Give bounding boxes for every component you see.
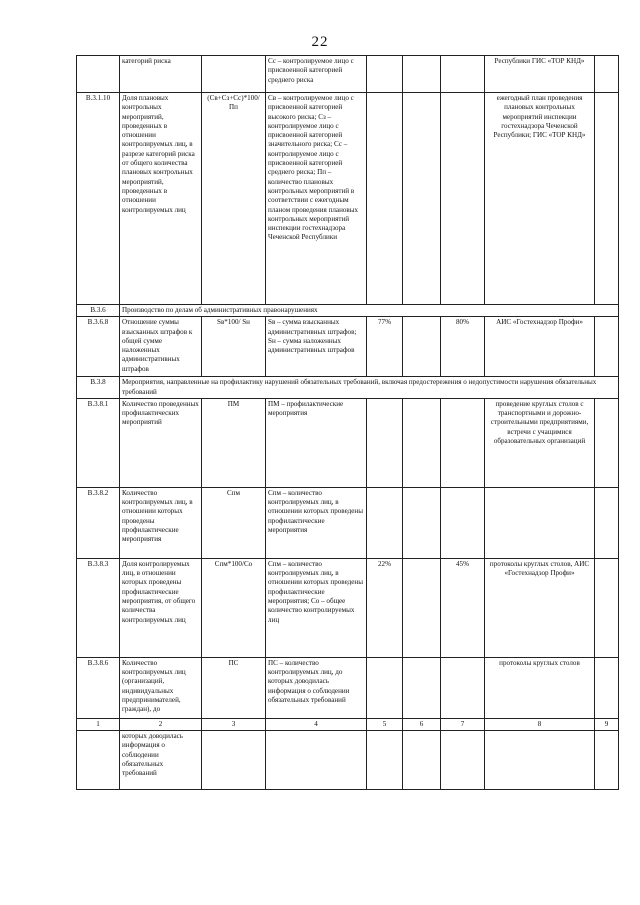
target-value — [441, 398, 485, 487]
indicators-table — [76, 55, 619, 790]
data-source — [485, 731, 595, 790]
column-number: 6 — [403, 718, 441, 730]
table-row — [77, 558, 619, 657]
indicator-description — [266, 731, 367, 790]
table-row — [77, 487, 619, 558]
indicator-formula: Спм — [202, 487, 266, 558]
base-value — [367, 93, 403, 305]
section-row — [77, 305, 619, 317]
column-number: 3 — [202, 718, 266, 730]
target-value: 45% — [441, 558, 485, 657]
interim-value — [403, 657, 441, 718]
interim-value — [403, 56, 441, 93]
indicator-code — [77, 731, 120, 790]
column-number: 4 — [266, 718, 367, 730]
base-value — [367, 657, 403, 718]
base-value: 77% — [367, 317, 403, 377]
indicator-code: В.3.6.8 — [77, 317, 120, 377]
indicator-description: ПС – количество контролируемых лиц, до которых доводилась информация о соблюдении обязательных требований — [266, 657, 367, 718]
interim-value — [403, 317, 441, 377]
table-row — [77, 398, 619, 487]
column-number: 7 — [441, 718, 485, 730]
interim-value — [403, 93, 441, 305]
target-value — [441, 487, 485, 558]
indicator-name: которых доводилась информация о соблюдении обязательных требований — [120, 731, 202, 790]
target-value — [441, 657, 485, 718]
target-value: 80% — [441, 317, 485, 377]
section-title: Производство по делам об административных правонарушениях — [120, 305, 619, 317]
interim-value — [403, 487, 441, 558]
data-source: Республики ГИС «ТОР КНД» — [485, 56, 595, 93]
note-cell — [595, 93, 619, 305]
data-source: ежегодный план проведения плановых контрольных мероприятий инспекции гостехнадзора Чеченской Республики; ГИС «ТОР КНД» — [485, 93, 595, 305]
base-value: 22% — [367, 558, 403, 657]
indicator-description: ПМ – профилактические мероприятия — [266, 398, 367, 487]
section-code: В.3.6 — [77, 305, 120, 317]
indicator-description: Сс – контролируемое лицо с присвоенной категорией среднего риска — [266, 56, 367, 93]
indicator-description: Спм – количество контролируемых лиц, в отношении которых проведены профилактические мероприятия — [266, 487, 367, 558]
target-value — [441, 731, 485, 790]
indicator-formula: ПС — [202, 657, 266, 718]
indicator-name: Доля контролируемых лиц, в отношении которых проведены профилактические мероприятия, от общего количества контролируемых лиц — [120, 558, 202, 657]
note-cell — [595, 657, 619, 718]
column-number: 5 — [367, 718, 403, 730]
base-value — [367, 731, 403, 790]
column-number: 9 — [595, 718, 619, 730]
indicator-formula: Спм*100/Со — [202, 558, 266, 657]
indicator-code: В.3.8.3 — [77, 558, 120, 657]
indicator-name: категорий риска — [120, 56, 202, 93]
note-cell — [595, 317, 619, 377]
indicator-name: Количество контролируемых лиц, в отношении которых проведены профилактические мероприятия — [120, 487, 202, 558]
indicator-name: Количество контролируемых лиц (организаций, индивидуальных предпринимателей, граждан), до — [120, 657, 202, 718]
base-value — [367, 487, 403, 558]
section-title: Мероприятия, направленные на профилактику нарушений обязательных требований, включая предостережения о недопустимости нарушения обязательных требований — [120, 377, 619, 399]
data-source: протоколы круглых столов — [485, 657, 595, 718]
continuation-row — [77, 731, 619, 790]
data-source: АИС «Гостехнадзор Профи» — [485, 317, 595, 377]
indicator-description: Sв – сумма взысканных административных штрафов; Sн – сумма наложенных административных штрафов — [266, 317, 367, 377]
indicator-code — [77, 56, 120, 93]
column-number: 2 — [120, 718, 202, 730]
indicator-code: В.3.1.10 — [77, 93, 120, 305]
note-cell — [595, 731, 619, 790]
data-source — [485, 487, 595, 558]
indicator-name: Отношение суммы взысканных штрафов к общей сумме наложенных административных штрафов — [120, 317, 202, 377]
indicator-code: В.3.8.2 — [77, 487, 120, 558]
note-cell — [595, 398, 619, 487]
base-value — [367, 398, 403, 487]
interim-value — [403, 558, 441, 657]
data-source: проведение круглых столов с транспортными и дорожно-строительными предприятиями, встречи с учащимися образовательных организаций — [485, 398, 595, 487]
column-number: 1 — [77, 718, 120, 730]
note-cell — [595, 487, 619, 558]
note-cell — [595, 56, 619, 93]
indicator-formula: (Св+Сз+Сс)*100/Пп — [202, 93, 266, 305]
interim-value — [403, 398, 441, 487]
column-number-row — [77, 718, 619, 730]
indicator-formula: Sв*100/ Sн — [202, 317, 266, 377]
target-value — [441, 93, 485, 305]
table-row — [77, 317, 619, 377]
section-row — [77, 377, 619, 399]
section-code: В.3.8 — [77, 377, 120, 399]
interim-value — [403, 731, 441, 790]
column-number: 8 — [485, 718, 595, 730]
indicator-formula — [202, 731, 266, 790]
indicator-name: Количество проведенных профилактических мероприятий — [120, 398, 202, 487]
indicator-formula — [202, 56, 266, 93]
indicator-description: Св – контролируемое лицо с присвоенной категорией высокого риска; Сз – контролируемое лицо с присвоенной категорией значительного риска; Сс – контролируемое лицо с присвоенной категорией среднего риска; Пп – количество плановых контрольных мероприятий в соответствии с ежегодным планом проведения плановых контрольных мероприятий инспекции гостехнадзора Чеченской Республики — [266, 93, 367, 305]
note-cell — [595, 558, 619, 657]
table-row — [77, 56, 619, 93]
page-number: 22 — [311, 34, 329, 50]
indicator-code: В.3.8.1 — [77, 398, 120, 487]
indicator-description: Спм – количество контролируемых лиц, в отношении которых проведены профилактические мероприятия; Со – общее количество контролируемых лиц — [266, 558, 367, 657]
base-value — [367, 56, 403, 93]
indicator-formula: ПМ — [202, 398, 266, 487]
data-source: протоколы круглых столов, АИС «Гостехнадзор Профи» — [485, 558, 595, 657]
table-row — [77, 657, 619, 718]
indicator-code: В.3.8.6 — [77, 657, 120, 718]
table-row — [77, 93, 619, 305]
indicator-name: Доля плановых контрольных мероприятий, проведенных в отношении контролируемых лиц, в разрезе категорий риска от общего количества плановых контрольных мероприятий, проведенных в отношении контролируемых лиц — [120, 93, 202, 305]
target-value — [441, 56, 485, 93]
